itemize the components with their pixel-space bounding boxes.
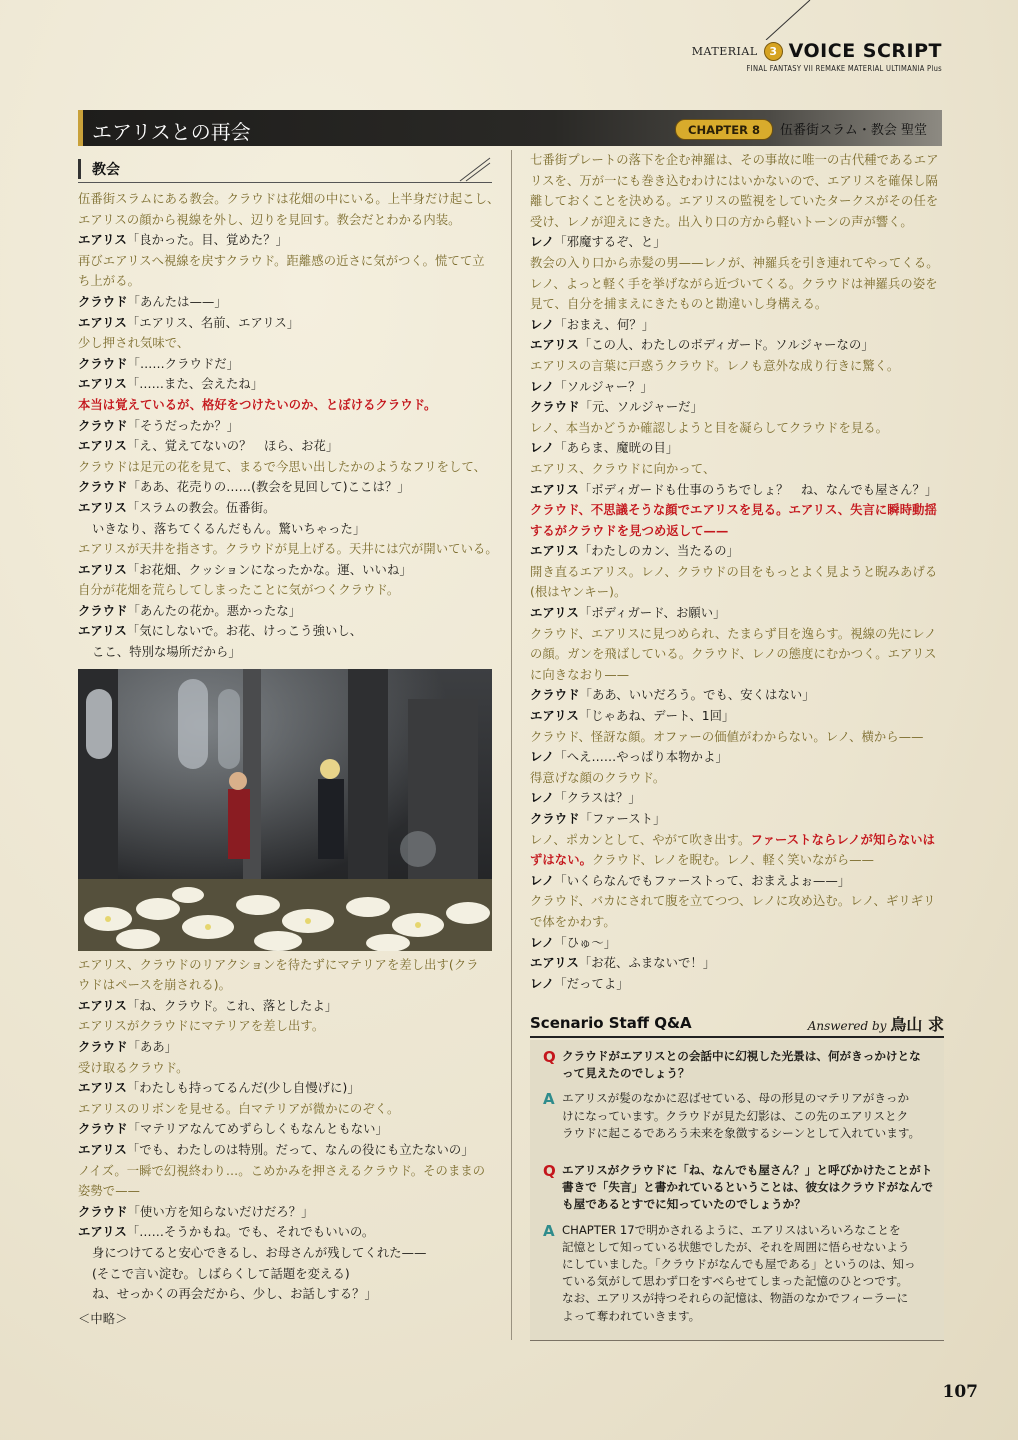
answered-by-label: Answered by [807,1019,887,1033]
qa-line: エアリスが髪のなかに忍ばせている、母の形見のマテリアがきっか [562,1091,910,1106]
dialogue-text: 「お花、ふまないで！」 [578,956,716,971]
qa-line: けになっています。クラウドが見た幻影は、この先のエアリスとク [562,1108,909,1123]
right-column [530,150,944,994]
dialogue-line [530,685,944,706]
speaker-name: エアリス [78,500,127,515]
stage-direction: 教会の入り口から赤髪の男——レノが、神羅兵を引き連れてやってくる。 [530,255,939,270]
dialogue-line [78,560,492,581]
dialogue-continuation: ここ、特別な場所だから」 [92,645,241,660]
dialogue-line [78,313,492,334]
script-lines-right [530,150,944,994]
stage-direction: エアリスの顔から視線を外し、辺りを見回す。教会だとわかる内装。 [78,212,461,227]
dialogue-text: 「……そうかもね。でも、それでもいいの。 [126,1225,375,1240]
stage-direction: エアリス、クラウドに向かって、 [530,461,716,476]
speaker-name: クラウド [78,1204,128,1219]
dialogue-text: 「……クラウドだ」 [127,356,240,371]
speaker-name: クラウド [78,1122,128,1137]
answerer-name: 鳥山 求 [890,1015,944,1034]
dialogue-line [78,374,492,395]
speaker-name: レノ [530,317,555,332]
stage-direction: リスを、万が一にも巻き込むわけにはいかないので、エアリスを確保し隔 [530,173,938,188]
dialogue-continuation: (そこで言い淀む。しばらくして話題を変える) [92,1266,350,1281]
scene-screenshot-image [78,669,492,951]
stage-direction: クラウド、バカにされて腹を立てつつ、レノに攻め込む。レノ、ギリギリ [530,894,936,909]
dialogue-text: 「ひゅ〜」 [554,935,617,950]
stage-direction: 姿勢で—— [78,1184,140,1199]
qa-question [530,1162,944,1214]
script-lines-bottom [78,955,492,1330]
stage-direction: クラウドは足元の花を見て、まるで今思い出したかのようなフリをして、 [78,459,486,474]
qa-title: Scenario Staff Q&A [530,1014,692,1032]
qa-line: にしていました。「クラウドがなんでも屋である」というのは、知っ [562,1257,916,1272]
speaker-name: レノ [530,791,555,806]
speaker-name: エアリス [78,1081,127,1096]
speaker-name: レノ [530,935,555,950]
stage-direction: レノ、本当かどうか確認しようと目を凝らしてクラウドを見る。 [530,420,889,435]
dialogue-text: 「クラスは？」 [554,791,641,806]
dialogue-continuation: ね、せっかくの再会だから、少し、お話しする？」 [92,1287,377,1302]
scene-title-banner [78,110,942,146]
dialogue-line [530,974,944,995]
dialogue-line [78,1202,492,1223]
dialogue-line [530,480,944,501]
speaker-name: レノ [530,750,555,765]
stage-direction: ち上がる。 [78,274,140,289]
stage-direction: クラウド、エアリスに見つめられ、たまらず目を逸らす。視線の先にレノ [530,626,937,641]
speaker-name: クラウド [78,603,128,618]
dialogue-line [530,871,944,892]
highlighted-text: ファーストならレノが知らないは [750,832,936,847]
stage-direction: レノ、よっと軽く手を挙げながら近づいてくる。クラウドは神羅兵の姿を [530,276,938,291]
dialogue-text: 「ファースト」 [579,812,666,826]
highlighted-direction: 本当は覚えているが、格好をつけたいのか、とぼけるクラウド。 [78,397,437,412]
stage-direction: 開き直るエアリス。レノ、クラウドの目をもっとよく見ようと睨みあげる [530,564,938,579]
speaker-name: エアリス [78,562,127,577]
stage-direction: 自分が花畑を荒らしてしまったことに気がつくクラウド。 [78,583,400,598]
dialogue-text: 「じゃあね、デート、1回」 [578,709,735,724]
speaker-name: クラウド [530,400,580,415]
speaker-name: エアリス [530,338,579,353]
dialogue-line [530,809,944,830]
dialogue-text: 「へえ……やっぱり本物かよ」 [554,750,728,765]
answer-mark-a: A [543,1221,555,1240]
qa-line: ている気がして思わず口をすべらせてしまった記憶のひとつです。 [562,1274,909,1289]
stage-direction: の顔。ガンを飛ばしている。クラウド、レノの態度にむかつく。エアリス [530,647,937,662]
chapter-badge: CHAPTER 8 [675,119,773,140]
dialogue-line [530,788,944,809]
dialogue-line [530,232,944,253]
dialogue-text: 「邪魔するぞ、と」 [554,235,666,250]
dialogue-text: 「気にしないで。お花、けっこう強いし、 [126,624,363,639]
dialogue-text: 「あんたは——」 [127,294,227,309]
qa-line: よって奪われていきます。 [562,1308,701,1323]
dialogue-line [530,335,944,356]
stage-direction: 再びエアリスへ視線を戻すクラウド。距離感の近さに気がつく。慌てて立 [78,253,485,268]
speaker-name: クラウド [78,418,128,433]
dialogue-line [78,292,492,313]
dialogue-line [78,1222,492,1243]
speaker-name: レノ [530,873,555,888]
speaker-name: クラウド [78,356,128,371]
speaker-name: レノ [530,379,555,394]
stage-direction [530,850,944,871]
dialogue-line [78,1140,492,1161]
page-number: 107 [942,1382,978,1402]
header-section-label [692,40,942,62]
dialogue-line [78,1037,492,1058]
stage-direction: 七番街プレートの落下を企む神羅は、その事故に唯一の古代種であるエア [530,153,939,167]
qa-line: ラウドに起こるであろう未来を象徴するシーンとして入れています。 [562,1125,921,1140]
dialogue-line [530,706,944,727]
qa-answerer [808,1012,944,1035]
qa-line: 書きで「失言」と書かれているということは、彼女はクラウドがなんで [562,1180,934,1195]
dialogue-line [78,498,492,519]
stage-direction: ウドはペースを崩される)。 [78,978,232,993]
section-heading-text: 教会 [92,162,120,178]
stage-direction: 伍番街スラムにある教会。クラウドは花畑の中にいる。上半身だけ起こし、 [78,192,500,206]
dialogue-line [530,397,944,418]
dialogue-line [530,953,944,974]
dialogue-text: 「あらま、魔晄の目」 [554,441,679,456]
column-divider [511,150,512,1340]
scene-location: 伍番街スラム・教会 聖堂 [780,123,928,138]
stage-direction: エアリスがクラウドにマテリアを差し出す。 [78,1019,325,1034]
dialogue-text: 「エアリス、名前、エアリス」 [126,315,300,330]
dialogue-line [530,747,944,768]
speaker-name: エアリス [78,998,127,1013]
dialogue-text: 「良かった。目、覚めた？」 [126,233,289,248]
qa-line: 記憶として知っている状態でしたが、それを周囲に悟らせないよう [562,1239,910,1254]
dialogue-continuation: いきなり、落ちてくるんだもん。驚いちゃった」 [92,521,366,536]
dialogue-line [530,315,944,336]
dialogue-text: 「スラムの教会。伍番街。 [126,500,276,515]
qa-line: も屋であるとすでに知っていたのでしょうか？ [562,1197,806,1212]
qa-line: なお、エアリスが持つそれらの記憶は、物語のなかでフィーラーに [562,1291,909,1306]
dialogue-line [530,377,944,398]
speaker-name: レノ [530,235,555,250]
speaker-name: クラウド [78,294,128,309]
heading-bar [78,159,81,179]
qa-line: クラウドがエアリスとの会話中に幻視した光景は、何がきっかけとな [562,1049,921,1063]
dialogue-line [78,230,492,251]
dialogue-text: 「わたしのカン、当たるの」 [578,544,740,559]
stage-direction: 受け、レノが迎えにきた。出入り口の方から軽いトーンの声が響く。 [530,214,913,229]
qa-line: って見えたのでしょう？ [562,1066,690,1081]
qa-answer [530,1090,944,1142]
speaker-name: クラウド [530,812,580,826]
dialogue-text: 「お花畑、クッションになったかな。運、いいね」 [126,562,412,577]
dialogue-text: 「ね、クラウド。これ、落としたよ」 [126,998,338,1013]
dialogue-line [78,436,492,457]
speaker-name: エアリス [78,233,127,248]
stage-direction: 離しておくことを決める。エアリスの監視をしていたタークスがその任を [530,194,939,209]
stage-direction: エアリス、クラウドのリアクションを待たずにマテリアを差し出す(クラ [78,957,479,972]
speaker-name: エアリス [78,377,127,392]
dialogue-text: 「元、ソルジャーだ」 [579,400,704,415]
stage-direction: エアリスの言葉に戸惑うクラウド。レノも意外な成り行きに驚く。 [530,358,900,373]
dialogue-line [78,621,492,642]
speaker-name: クラウド [530,688,580,703]
qa-answer [530,1222,944,1325]
dialogue-text: 「マテリアなんてめずらしくもなんともない」 [127,1122,388,1137]
dialogue-text: 「この人、わたしのボディガード。ソルジャーなの」 [578,338,874,353]
stage-direction [530,830,944,851]
dialogue-text: 「いくらなんでもファーストって、おまえよぉ——」 [554,873,851,888]
dialogue-line [530,541,944,562]
scene-title: エアリスとの再会 [92,120,251,144]
material-number-badge: 3 [764,42,783,61]
dialogue-line [78,601,492,622]
speaker-name: エアリス [78,624,127,639]
dialogue-text: 「……また、会えたね」 [126,377,264,392]
stage-direction: クラウド、怪訝な顔。オファーの価値がわからない。レノ、横から—— [530,729,924,744]
dialogue-text: 「あんたの花か。悪かったな」 [127,603,302,618]
banner-accent [78,110,83,146]
header-decoration-line [760,0,820,40]
dialogue-line [78,416,492,437]
question-mark-q: Q [543,1048,556,1066]
speaker-name: エアリス [78,439,127,454]
highlighted-text: ずはない。 [530,853,592,868]
highlighted-direction: クラウド、不思議そうな顔でエアリスを見る。エアリス、失言に瞬時動揺 [530,503,937,518]
stage-direction: ノイズ。一瞬で幻視終わり…。こめかみを押さえるクラウド。そのままの [78,1163,486,1178]
speaker-name: エアリス [78,1143,127,1157]
dialogue-line [530,933,944,954]
qa-box [530,1040,944,1341]
speaker-name: エアリス [78,1225,127,1240]
dialogue-text: 「でも、わたしのは特別。だって、なんの役にも立たないの」 [126,1143,474,1157]
stage-direction: で体をかわす。 [530,914,616,929]
qa-question [530,1048,944,1082]
dialogue-text: 「ああ、いいだろう。でも、安くはない」 [579,688,815,703]
speaker-name: エアリス [78,315,127,330]
speaker-name: エアリス [530,956,579,971]
dialogue-line [78,996,492,1017]
book-subtitle: FINAL FANTASY VII REMAKE MATERIAL ULTIMANIA Plus [746,64,942,73]
speaker-name: レノ [530,976,555,991]
speaker-name: エアリス [530,482,579,497]
dialogue-text: 「ソルジャー？」 [554,379,653,394]
dialogue-line [78,1078,492,1099]
dialogue-text: 「わたしも持ってるんだ(少し自慢げに)」 [126,1081,360,1096]
speaker-name: レノ [530,441,555,456]
script-lines-top [78,189,500,663]
dialogue-text: 「だってよ」 [554,976,629,991]
heading-slash-decoration [452,156,492,182]
qa-line: CHAPTER 17で明かされるように、エアリスはいろいろなことを [562,1222,901,1237]
stage-direction: (根はヤンキー)。 [530,585,627,600]
speaker-name: エアリス [530,606,579,621]
qa-header [530,1012,944,1038]
dialogue-line [78,477,492,498]
speaker-name: クラウド [78,480,128,495]
dialogue-text: 「そうだったか？」 [127,418,240,433]
material-label: MATERIAL [691,44,758,58]
speaker-name: エアリス [530,709,579,724]
speaker-name: クラウド [78,1040,128,1055]
section-heading [78,156,492,183]
answer-mark-a: A [543,1090,555,1109]
dialogue-continuation: 身につけてると安心できるし、お母さんが残してくれた—— [92,1245,427,1260]
dialogue-line [78,354,492,375]
omission-note: ＜中略＞ [78,1311,128,1326]
stage-direction: 見て、自分を捕まえにきたものと勘違いし身構える。 [530,297,828,312]
qa-items [530,1048,944,1325]
dialogue-text: 「使い方を知らないだけだろ？」 [127,1204,314,1219]
section-title: VOICE SCRIPT [788,40,942,62]
dialogue-text: 「ボディガード、お願い」 [578,606,726,621]
stage-direction: 少し押され気味で、 [78,336,190,351]
dialogue-line [530,603,944,624]
question-mark-q: Q [543,1162,556,1181]
left-column [78,156,500,1329]
stage-direction: 得意げな顔のクラウド。 [530,770,666,785]
dialogue-text: 「ああ」 [127,1040,178,1055]
dialogue-text: 「おまえ、何？」 [554,317,655,332]
direction-text: クラウド、レノを睨む。レノ、軽く笑いながら—— [592,853,875,868]
dialogue-text: 「ボディガードも仕事のうちでしょ？ ね、なんでも屋さん？」 [578,482,938,497]
dialogue-text: 「ああ、花売りの……(教会を見回して)ここは？」 [127,480,410,495]
stage-direction: に向きなおり—— [530,667,630,682]
dialogue-text: 「え、覚えてないの？ ほら、お花」 [126,439,339,454]
highlighted-direction: するがクラウドを見つめ返して—— [530,523,729,538]
speaker-name: エアリス [530,544,579,559]
stage-direction: 受け取るクラウド。 [78,1060,189,1075]
dialogue-line [78,1119,492,1140]
qa-line: エアリスがクラウドに「ね、なんでも屋さん？」と呼びかけたことがト [562,1163,933,1178]
direction-text: レノ、ポカンとして、やがて吹き出す。 [530,832,751,847]
stage-direction: エアリスのリボンを見せる。白マテリアが微かにのぞく。 [78,1101,400,1116]
stage-direction: エアリスが天井を指さす。クラウドが見上げる。天井には穴が開いている。 [78,542,498,557]
dialogue-line [530,438,944,459]
